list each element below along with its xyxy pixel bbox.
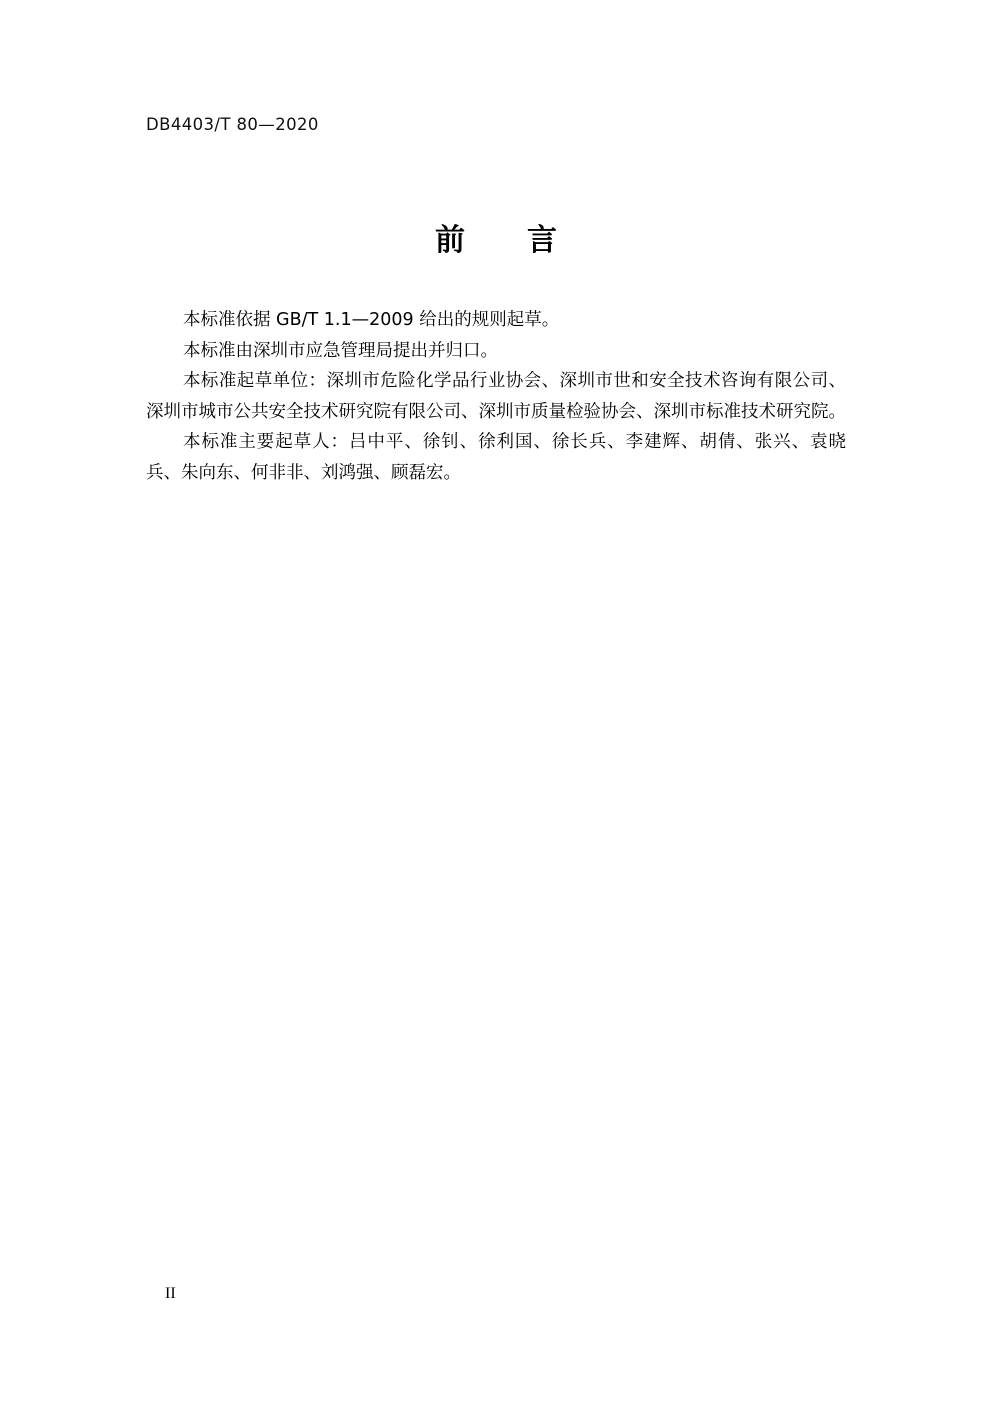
paragraph: 本标准由深圳市应急管理局提出并归口。: [183, 340, 498, 361]
paragraph: 本标准主要起草人：吕中平、徐钊、徐利国、徐长兵、李建辉、胡倩、张兴、袁晓兵、朱向东、何非非、刘鸿强、顾磊宏。: [146, 432, 846, 483]
page-title: 前 言: [435, 223, 573, 258]
foreword-body: [146, 305, 846, 488]
page-number: II: [165, 1285, 176, 1302]
paragraph: 本标准依据 GB/T 1.1—2009 给出的规则起草。: [183, 310, 560, 330]
paragraph: 本标准起草单位：深圳市危险化学品行业协会、深圳市世和安全技术咨询有限公司、深圳市城市公共安全技术研究院有限公司、深圳市质量检验协会、深圳市标准技术研究院。: [146, 371, 846, 422]
standard-code-header: DB4403/T 80—2020: [146, 115, 319, 134]
